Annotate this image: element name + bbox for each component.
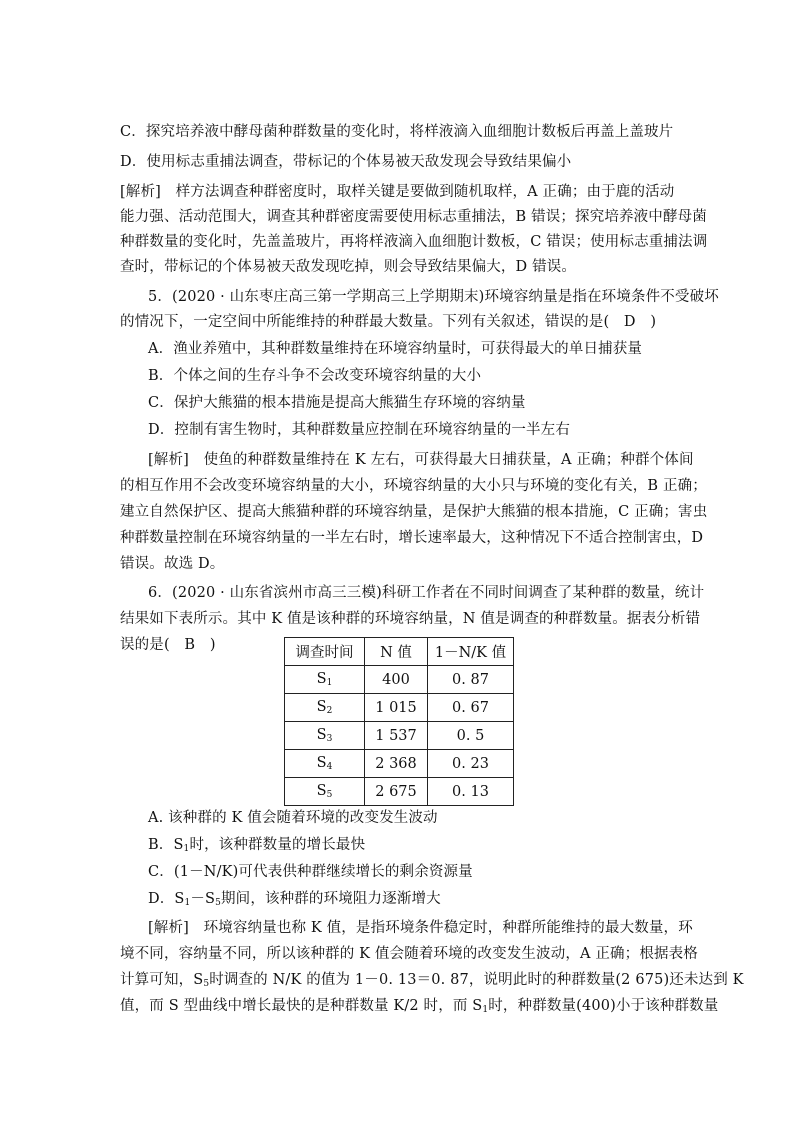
analysis-q4-line3: 种群数量的变化时，先盖盖玻片，再将样液滴入血细胞计数板，C 错误；使用标志重捕法调 bbox=[120, 234, 708, 250]
header-one-minus-nk: 1－N/K 值 bbox=[428, 638, 514, 666]
analysis-q4-line4: 查时，带标记的个体易被天敌发现吃掉，则会导致结果偏大，D 错误。 bbox=[120, 259, 577, 275]
table-row bbox=[285, 778, 514, 806]
question-6-line2: 结果如下表所示。其中 K 值是该种群的环境容纳量，N 值是调查的种群数量。据表分析错 bbox=[120, 611, 701, 627]
survey-table bbox=[284, 637, 514, 806]
option-b-q5: B．个体之间的生存斗争不会改变环境容纳量的大小 bbox=[148, 368, 482, 384]
option-c-q6: C．(1－N/K)可代表供种群继续增长的剩余资源量 bbox=[148, 864, 473, 880]
option-d-q4: D．使用标志重捕法调查，带标记的个体易被天敌发现会导致结果偏小 bbox=[120, 154, 572, 170]
analysis-q6-line3: 计算可知，$S_5$时调查的 N/K 的值为 1－0. 13＝0. 87，说明此时的种群数量(2 675)还未达到 K bbox=[120, 972, 744, 989]
analysis-q5-line1: [解析] 使鱼的种群数量维持在 K 左右，可获得最大日捕获量，A 正确；种群个体间 bbox=[148, 452, 694, 468]
cell-n: 1 537 bbox=[365, 722, 428, 750]
analysis-q4-line2: 能力强、活动范围大，调查其种群密度需要使用标志重捕法，B 错误；探究培养液中酵母菌 bbox=[120, 209, 707, 225]
cell-n: 2 675 bbox=[365, 778, 428, 806]
cell-time: $S_5$ bbox=[285, 778, 365, 806]
option-d-q5: D．控制有害生物时，其种群数量应控制在环境容纳量的一半左右 bbox=[148, 422, 570, 438]
analysis-q5-line2: 的相互作用不会改变环境容纳量的大小，环境容纳量的大小只与环境的变化有关，B 正确； bbox=[120, 478, 707, 494]
option-a-q6: A. 该种群的 K 值会随着环境的改变发生波动 bbox=[148, 810, 438, 826]
cell-time: $S_1$ bbox=[285, 666, 365, 694]
analysis-q6-line1: [解析] 环境容纳量也称 K 值，是指环境条件稳定时，种群所能维持的最大数量，环 bbox=[148, 920, 693, 936]
table-row bbox=[285, 750, 514, 778]
analysis-q6-line2: 境不同，容纳量不同，所以该种群的 K 值会随着环境的改变发生波动，A 正确；根据表格 bbox=[120, 946, 698, 962]
cell-ratio: 0. 5 bbox=[428, 722, 514, 750]
header-survey-time: 调查时间 bbox=[285, 638, 365, 666]
option-a-q5: A．渔业养殖中，其种群数量维持在环境容纳量时，可获得最大的单日捕获量 bbox=[148, 341, 643, 357]
analysis-q5-line4: 种群数量控制在环境容纳量的一半左右时，增长速率最大，这种情况下不适合控制害虫，D bbox=[120, 530, 704, 546]
question-5-line1: 5．(2020 · 山东枣庄高三第一学期高三上学期期末)环境容纳量是指在环境条件不受破坏 bbox=[148, 289, 719, 305]
analysis-q4-line1: [解析] 样方法调查种群密度时，取样关键是要做到随机取样，A 正确；由于鹿的活动 bbox=[120, 184, 675, 200]
option-d-q6: D．$S_1-S_5$期间，该种群的环境阻力逐渐增大 bbox=[148, 891, 441, 908]
table-row bbox=[285, 694, 514, 722]
option-c-q4: C．探究培养液中酵母菌种群数量的变化时，将样液滴入血细胞计数板后再盖上盖玻片 bbox=[120, 124, 674, 140]
table-row bbox=[285, 722, 514, 750]
analysis-q5-line5: 错误。故选 D。 bbox=[120, 556, 225, 572]
analysis-q5-line3: 建立自然保护区、提高大熊猫种群的环境容纳量，是保护大熊猫的根本措施，C 正确；害虫 bbox=[120, 504, 708, 520]
question-5-line2: 的情况下，一定空间中所能维持的种群最大数量。下列有关叙述，错误的是( D ) bbox=[120, 314, 657, 330]
table-header-row bbox=[285, 638, 514, 666]
cell-n: 2 368 bbox=[365, 750, 428, 778]
cell-ratio: 0. 13 bbox=[428, 778, 514, 806]
header-n-value: N 值 bbox=[365, 638, 428, 666]
cell-n: 1 015 bbox=[365, 694, 428, 722]
cell-time: $S_3$ bbox=[285, 722, 365, 750]
cell-ratio: 0. 67 bbox=[428, 694, 514, 722]
cell-ratio: 0. 87 bbox=[428, 666, 514, 694]
option-b-q6: B．$S_1$时，该种群数量的增长最快 bbox=[148, 837, 366, 854]
question-6-line3: 误的是( B ) bbox=[120, 637, 216, 653]
cell-time: $S_4$ bbox=[285, 750, 365, 778]
cell-n: 400 bbox=[365, 666, 428, 694]
cell-ratio: 0. 23 bbox=[428, 750, 514, 778]
option-c-q5: C．保护大熊猫的根本措施是提高大熊猫生存环境的容纳量 bbox=[148, 395, 526, 411]
analysis-q6-line4: 值，而 S 型曲线中增长最快的是种群数量 K/2 时，而 $S_1$时，种群数量(400)小于该种群数量 bbox=[120, 998, 719, 1015]
cell-time: $S_2$ bbox=[285, 694, 365, 722]
table-row bbox=[285, 666, 514, 694]
question-6-line1: 6．(2020 · 山东省滨州市高三三模)科研工作者在不同时间调查了某种群的数量，统计 bbox=[148, 585, 705, 601]
